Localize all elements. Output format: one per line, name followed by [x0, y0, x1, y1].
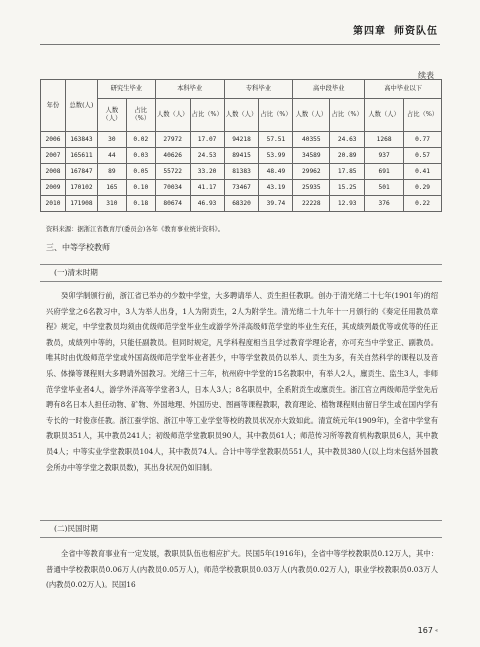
- table-cell: 0.22: [404, 196, 442, 212]
- subsection-heading: [40, 520, 442, 538]
- total-cell: 170102: [65, 180, 97, 196]
- table-cell: 0.41: [404, 164, 442, 180]
- table-cell: 376: [365, 196, 404, 212]
- table-cell: 34589: [293, 148, 330, 164]
- table-cell: 80674: [155, 196, 190, 212]
- year-cell: 2009: [41, 180, 66, 196]
- chapter-number: 第四章: [353, 26, 386, 37]
- table-cell: 89: [97, 164, 126, 180]
- table-cell: 53.99: [259, 148, 293, 164]
- table-cell: 57.51: [259, 132, 293, 148]
- group-header: 高中段毕业: [293, 80, 365, 99]
- table-cell: 0.02: [126, 132, 155, 148]
- table-cell: 17.07: [190, 132, 224, 148]
- table-cell: 0.18: [126, 196, 155, 212]
- table-cell: 29962: [293, 164, 330, 180]
- teacher-education-table: [40, 79, 442, 212]
- table-source-note: 资料来源：据浙江省教育厅(委员会)各年《教育事业统计资料》。: [46, 226, 225, 233]
- table-cell: 40626: [155, 148, 190, 164]
- table-cell: 20.89: [330, 148, 365, 164]
- table-cell: 0.03: [126, 148, 155, 164]
- table-cell: 24.53: [190, 148, 224, 164]
- table-cell: 0.10: [126, 180, 155, 196]
- table-continued-label: 续表: [418, 71, 434, 80]
- table-cell: 691: [365, 164, 404, 180]
- year-cell: 2006: [41, 132, 66, 148]
- count-header: 人数（人）: [365, 99, 404, 132]
- page-number-value: 167: [417, 626, 433, 635]
- table-cell: 310: [97, 196, 126, 212]
- table-cell: 73467: [224, 180, 259, 196]
- body-paragraph: 全省中等教育事业有一定发展，教职员队伍也相应扩大。民国5年(1916年)，全省中等学校教职员0.12万人，其中：普通中学校教职员0.06万人(内教员0.05万人)，师范学校教职员0.03万人(内教员0.02万人)，职业学校教职员0.03万人(内教员0.02万人)。民国16: [46, 549, 438, 590]
- year-cell: 2007: [41, 148, 66, 164]
- body-paragraph: 癸卯学制颁行前，浙江省已举办的少数中学堂，大多聘请举人、贡生担任教职。创办于清光绪二十七年(1901年)的绍兴府学堂之6名教习中，3人为举人出身，1人为附贡生，2人为附学生。清光绪二十九年十一月颁行的《奏定任用教员章程》规定，中学堂教员均须由优级师范学堂毕业生或游学外洋高级师范学堂的毕业生充任，其成绩列最优等或优等的任正教员，成绩列中等的，只能任副教员。但同时规定，凡学科程度相当且学过教育学理论者，亦可充当中学堂正、副教员。唯其时由优级师范学堂或外国高级师范学堂毕业者甚少，中等学堂教员仍以举人、贡生为多，有关自然科学的课程以及音乐、体操等课程则大多聘请外国教习。光绪三十三年，杭州府中学堂的15名教职中，有举人2人，廪贡生、监生3人，非师范学堂毕业者4人，游学外洋高等学堂者3人，日本人3人；8名职员中，全系附贡生或廪贡生。浙江官立两级师范学堂先后聘有8名日本人担任动物、矿物、外国地理、外国历史、图画等课程教职，教育理论、植物课程则由留日学生或在国内学有专长的一时俊彦任教。浙江蚕学馆、浙江中等工业学堂等校的教员状况亦大致如此。清宣统元年(1909年)，全省中学堂有教职员351人，其中教员241人；初级师范学堂教职员90人，其中教员61人；师范传习所等教育机构教职员6人，其中教员4人；中等实业学堂教职员104人，其中教员74人。合计中等学堂教职员551人，其中教员380人(以上均未包括外国教会所办中等学堂之教职员数)，其出身状况仍如旧制。: [46, 291, 438, 472]
- table-cell: 39.74: [259, 196, 293, 212]
- page-number: [418, 626, 438, 635]
- chapter-title: 师资队伍: [394, 26, 438, 37]
- group-header: 专科毕业: [224, 80, 293, 99]
- group-header: 本科毕业: [155, 80, 224, 99]
- table-cell: 48.49: [259, 164, 293, 180]
- table-cell: 0.29: [404, 180, 442, 196]
- total-cell: 163843: [65, 132, 97, 148]
- table-cell: 501: [365, 180, 404, 196]
- table-cell: 81383: [224, 164, 259, 180]
- page-mark: «: [434, 627, 438, 634]
- share-header: 占比（%）: [330, 99, 365, 132]
- table-cell: 30: [97, 132, 126, 148]
- table-cell: 27972: [155, 132, 190, 148]
- table-cell: 0.57: [404, 148, 442, 164]
- year-cell: 2008: [41, 164, 66, 180]
- share-header: 占比（%）: [404, 99, 442, 132]
- share-header: 占比（%）: [190, 99, 224, 132]
- table-cell: 46.93: [190, 196, 224, 212]
- table-cell: 937: [365, 148, 404, 164]
- table-row: [41, 132, 442, 148]
- group-header: 研究生毕业: [97, 80, 155, 99]
- table-cell: 17.85: [330, 164, 365, 180]
- total-cell: 167847: [65, 164, 97, 180]
- share-header: 占比（%）: [126, 99, 155, 132]
- table-cell: 0.05: [126, 164, 155, 180]
- year-cell: 2010: [41, 196, 66, 212]
- subsection-heading: [40, 264, 442, 282]
- table-cell: 15.25: [330, 180, 365, 196]
- subsection-title: (二)民国时期: [54, 524, 98, 533]
- share-header: 占比（%）: [259, 99, 293, 132]
- table-cell: 94218: [224, 132, 259, 148]
- total-cell: 165611: [65, 148, 97, 164]
- table-row: [41, 148, 442, 164]
- total-header: 总数(人): [65, 80, 97, 132]
- table-cell: 89415: [224, 148, 259, 164]
- table-row: [41, 180, 442, 196]
- table-cell: 33.20: [190, 164, 224, 180]
- table-cell: 22228: [293, 196, 330, 212]
- table-cell: 55722: [155, 164, 190, 180]
- total-cell: 171908: [65, 196, 97, 212]
- count-header: 人数（人）: [97, 99, 126, 132]
- count-header: 人数（人）: [293, 99, 330, 132]
- table-cell: 40355: [293, 132, 330, 148]
- table-row: [41, 196, 442, 212]
- table-cell: 44: [97, 148, 126, 164]
- table-cell: 0.77: [404, 132, 442, 148]
- table-row: [41, 164, 442, 180]
- running-header: [353, 22, 438, 37]
- count-header: 人数（人）: [155, 99, 190, 132]
- table-cell: 68320: [224, 196, 259, 212]
- year-header: 年份: [41, 80, 66, 132]
- table-cell: 70034: [155, 180, 190, 196]
- table-cell: 41.17: [190, 180, 224, 196]
- table-cell: 43.19: [259, 180, 293, 196]
- table-cell: 12.93: [330, 196, 365, 212]
- count-header: 人数（人）: [224, 99, 259, 132]
- header-rule: [40, 44, 440, 45]
- table-cell: 24.63: [330, 132, 365, 148]
- table-cell: 25935: [293, 180, 330, 196]
- section-heading: 三、中等学校教师: [46, 243, 110, 252]
- group-header: 高中毕业以下: [365, 80, 442, 99]
- table-cell: 1268: [365, 132, 404, 148]
- subsection-title: (一)清末时期: [54, 268, 98, 277]
- table-cell: 165: [97, 180, 126, 196]
